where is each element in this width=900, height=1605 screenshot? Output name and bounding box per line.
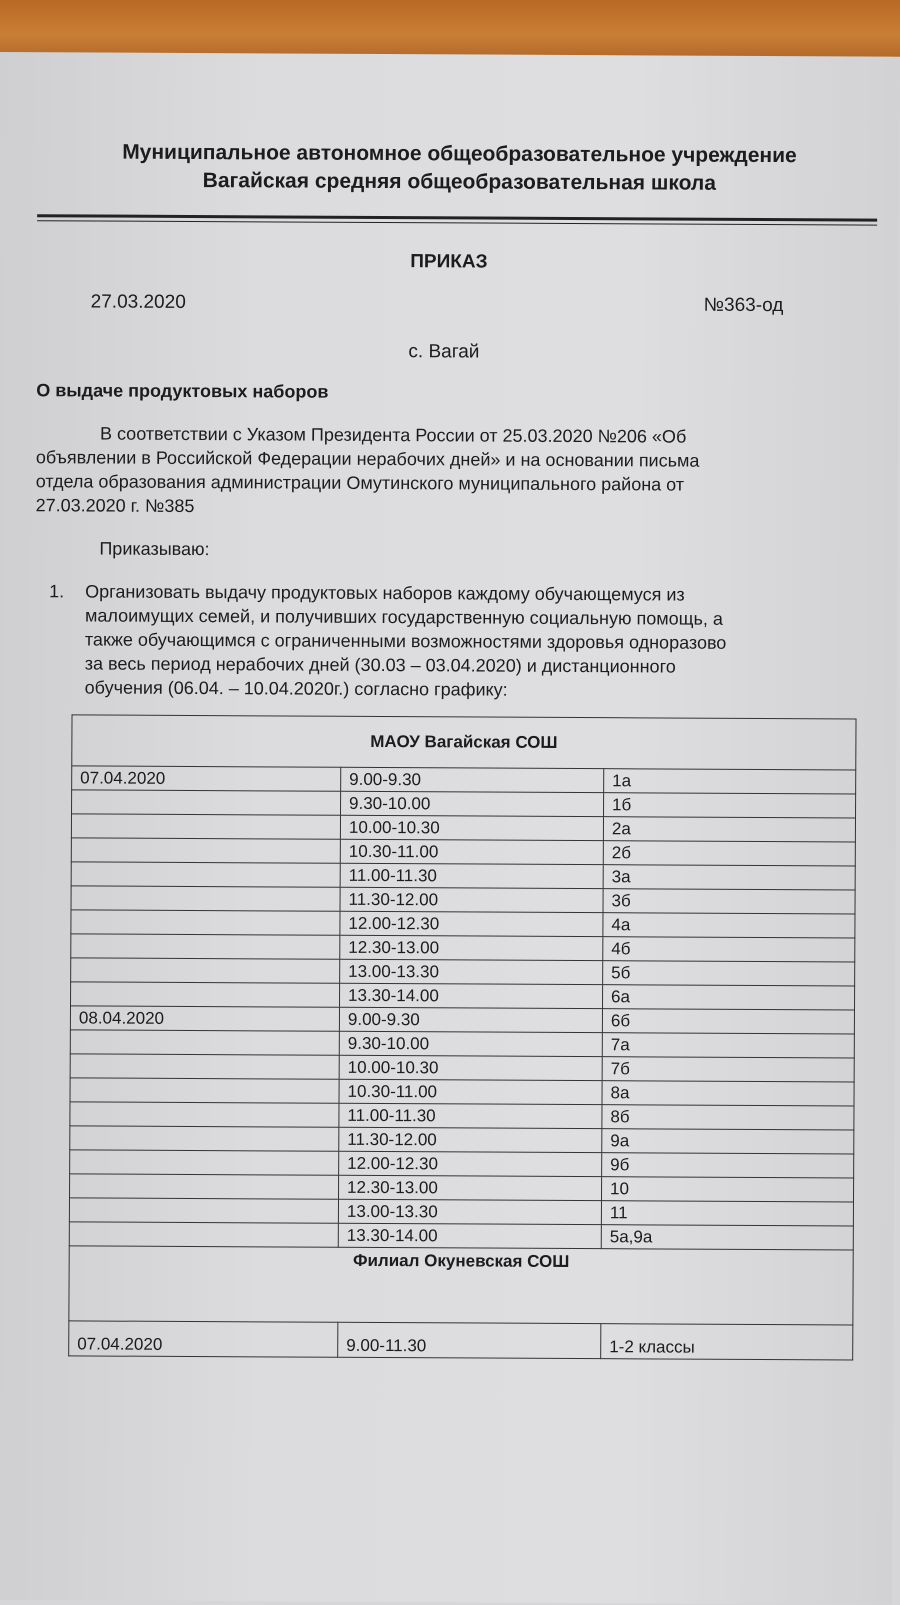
cell-class: 6б <box>602 1009 854 1034</box>
cell-time: 13.00-13.30 <box>338 1199 601 1224</box>
item-line: также обучающимся с ограниченными возможностями здоровья одноразово <box>84 629 727 653</box>
doc-type: ПРИКАЗ <box>410 251 488 273</box>
cell-class: 3а <box>603 865 855 890</box>
cell-date <box>70 1078 339 1103</box>
cell-class: 2а <box>603 817 855 842</box>
org-name-line2: Вагайская средняя общеобразовательная школа <box>202 169 716 195</box>
cell-class: 11 <box>601 1201 853 1226</box>
cell-class: 10 <box>601 1177 853 1202</box>
cell-date <box>70 1150 339 1175</box>
preamble-line: 27.03.2020 г. №385 <box>35 495 195 517</box>
cell-time: 12.00-12.30 <box>340 911 603 936</box>
preamble-line: В соответствии с Указом Президента России от 25.03.2020 №206 «Об <box>99 423 687 447</box>
cell-date <box>72 790 341 815</box>
cell-date <box>70 1102 339 1127</box>
preamble-line: объявлении в Российской Федерации нерабочих дней» и на основании письма <box>35 447 700 471</box>
cell-time: 9.00-11.30 <box>338 1322 601 1358</box>
cell-class: 5а,9а <box>601 1225 853 1250</box>
item-number: 1. <box>49 581 65 602</box>
item-line: малоимущих семей, и получивших государственную социальную помощь, а <box>84 605 723 629</box>
preamble-line: отдела образования администрации Омутинского муниципального района от <box>35 471 685 495</box>
cell-class: 8б <box>602 1105 854 1130</box>
cell-time: 9.00-9.30 <box>339 1007 602 1032</box>
cell-time: 13.30-14.00 <box>338 1223 601 1248</box>
cell-date <box>71 910 340 935</box>
cell-class: 9б <box>602 1153 854 1178</box>
cell-time: 9.00-9.30 <box>341 767 604 792</box>
cell-time: 10.00-10.30 <box>340 815 603 840</box>
cell-time: 9.30-10.00 <box>341 791 604 816</box>
cell-date <box>70 1126 339 1151</box>
cell-time: 11.30-12.00 <box>339 1127 602 1152</box>
cell-date <box>71 838 340 863</box>
cell-time: 10.30-11.00 <box>339 1079 602 1104</box>
cell-date <box>71 886 340 911</box>
cell-class: 4а <box>603 913 855 938</box>
cell-class: 6а <box>602 985 854 1010</box>
order-word: Приказываю: <box>99 538 210 560</box>
table-row <box>69 1321 853 1360</box>
cell-date <box>71 862 340 887</box>
cell-date <box>70 1174 339 1199</box>
cell-class: 2б <box>603 841 855 866</box>
cell-class: 4б <box>603 937 855 962</box>
school-header: МАОУ Вагайская СОШ <box>72 715 856 770</box>
cell-class: 9а <box>602 1129 854 1154</box>
cell-date: 08.04.2020 <box>70 1006 339 1031</box>
cell-time: 9.30-10.00 <box>339 1031 602 1056</box>
item-line: Организовать выдачу продуктовых наборов каждому обучающемуся из <box>85 581 685 605</box>
cell-class: 1а <box>604 769 856 794</box>
cell-time: 10.30-11.00 <box>340 839 603 864</box>
cell-class: 8а <box>602 1081 854 1106</box>
header-rule-thin <box>37 220 877 225</box>
cell-date: 07.04.2020 <box>72 766 341 791</box>
cell-date <box>71 934 340 959</box>
cell-date <box>71 958 340 983</box>
item-line: за весь период нерабочих дней (30.03 – 03.04.2020) и дистанционного <box>84 653 676 677</box>
cell-time: 13.30-14.00 <box>340 983 603 1008</box>
cell-class: 1-2 классы <box>601 1324 853 1360</box>
schedule-table <box>68 714 856 1360</box>
cell-time: 13.00-13.30 <box>340 959 603 984</box>
cell-date: 07.04.2020 <box>69 1321 338 1357</box>
subject: О выдаче продуктовых наборов <box>36 380 329 402</box>
item-line: обучения (06.04. – 10.04.2020г.) согласно графику: <box>84 677 508 700</box>
wooden-table-background <box>0 0 900 58</box>
cell-date <box>70 1054 339 1079</box>
cell-class: 7б <box>602 1057 854 1082</box>
order-date: 27.03.2020 <box>90 291 186 313</box>
cell-date <box>71 814 340 839</box>
cell-class: 5б <box>603 961 855 986</box>
order-number: №363-од <box>703 294 784 317</box>
school-header: Филиал Окуневская СОШ <box>69 1246 853 1325</box>
cell-date <box>69 1222 338 1247</box>
cell-class: 3б <box>603 889 855 914</box>
cell-time: 11.00-11.30 <box>339 1103 602 1128</box>
cell-date <box>70 1030 339 1055</box>
cell-time: 10.00-10.30 <box>339 1055 602 1080</box>
cell-time: 12.30-13.00 <box>338 1175 601 1200</box>
cell-time: 12.00-12.30 <box>339 1151 602 1176</box>
place: с. Вагай <box>408 341 480 363</box>
document-page <box>0 52 900 1605</box>
cell-date <box>71 982 340 1007</box>
org-name-line1: Муниципальное автономное общеобразовательное учреждение <box>122 140 797 168</box>
cell-time: 12.30-13.00 <box>340 935 603 960</box>
cell-time: 11.00-11.30 <box>340 863 603 888</box>
cell-date <box>69 1198 338 1223</box>
cell-time: 11.30-12.00 <box>340 887 603 912</box>
cell-class: 7а <box>602 1033 854 1058</box>
cell-class: 1б <box>604 793 856 818</box>
